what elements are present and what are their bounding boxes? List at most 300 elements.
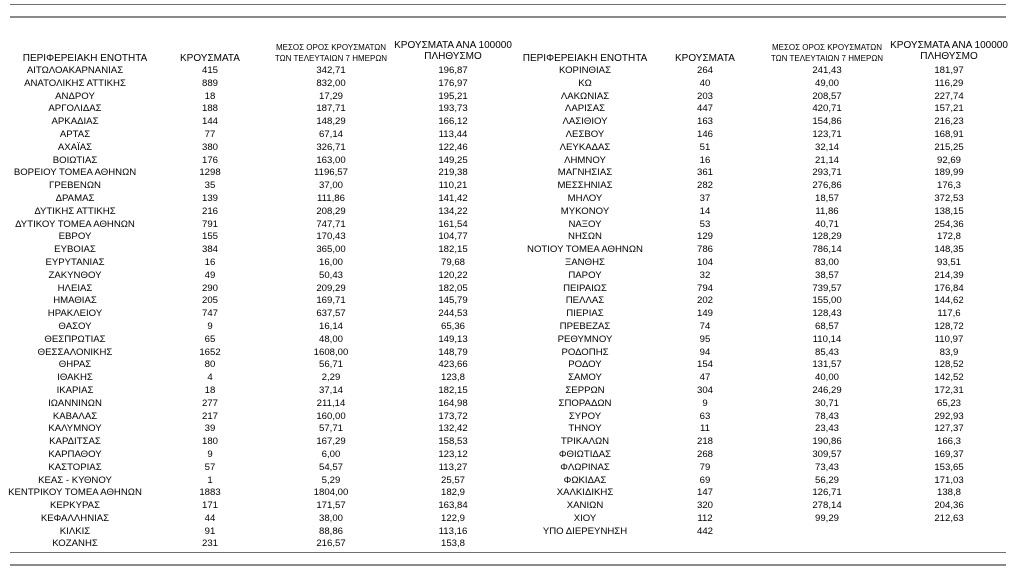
avg-cell: 67,14 (318, 128, 343, 140)
per-100k-cell: 161,54 (438, 218, 468, 230)
cases-cell: 231 (201, 538, 218, 550)
cases-cell: 202 (696, 295, 713, 307)
cases-cell: 32 (699, 269, 711, 281)
cases-cell: 16 (204, 256, 216, 268)
avg-cell: 49,00 (814, 77, 839, 89)
avg-cell: 30,71 (814, 397, 839, 409)
per-100k-cell: 219,38 (438, 167, 468, 179)
avg-cell: 73,43 (814, 461, 839, 473)
region-cell: ΣΕΡΡΩΝ (565, 384, 605, 396)
avg-cell: 637,57 (316, 308, 346, 320)
avg-cell: 170,43 (316, 231, 346, 243)
avg-cell: 154,86 (812, 116, 842, 128)
cases-cell: 1883 (199, 487, 221, 499)
per-100k-cell: 195,21 (438, 90, 468, 102)
cases-cell: 18 (204, 384, 216, 396)
region-cell: ΛΕΣΒΟΥ (565, 128, 605, 140)
region-cell: ΣΠΟΡΑΔΩΝ (558, 397, 612, 409)
region-cell: ΦΘΙΩΤΙΔΑΣ (558, 448, 612, 460)
cases-cell: 65 (204, 333, 216, 345)
avg-cell: 208,57 (812, 90, 842, 102)
region-cell: ΙΩΑΝΝΙΝΩΝ (48, 397, 102, 409)
region-cell: ΜΕΣΣΗΝΙΑΣ (557, 180, 613, 192)
cases-cell: 104 (696, 256, 713, 268)
avg-cell: 38,57 (814, 269, 839, 281)
per-100k-cell: 127,37 (934, 423, 964, 435)
avg-cell: 420,71 (812, 103, 842, 115)
region-cell: ΧΑΝΙΩΝ (566, 500, 604, 512)
avg-cell: 309,57 (812, 448, 842, 460)
per-100k-cell: 182,15 (438, 384, 468, 396)
per-100k-cell: 172,31 (934, 384, 964, 396)
region-cell: ΚΑΡΔΙΤΣΑΣ (49, 436, 101, 448)
region-cell: ΜΑΓΝΗΣΙΑΣ (557, 167, 613, 179)
per-100k-cell: 113,16 (438, 525, 468, 537)
region-cell: ΚΑΛΥΜΝΟΥ (48, 423, 102, 435)
cases-cell: 304 (696, 384, 713, 396)
avg-cell: 187,71 (316, 103, 346, 115)
per-100k-cell: 254,36 (934, 218, 964, 230)
region-cell: ΚΟΖΑΝΗΣ (52, 538, 98, 550)
region-cell: ΤΗΝΟΥ (568, 423, 602, 435)
avg-cell: 241,43 (812, 65, 842, 76)
per-100k-cell: 138,15 (934, 205, 964, 217)
per-100k-cell: 176,3 (936, 180, 961, 192)
avg-cell: 110,14 (812, 333, 842, 345)
avg-cell: 208,29 (316, 205, 346, 217)
cases-cell: 63 (699, 410, 711, 422)
cases-cell: 290 (201, 282, 218, 294)
per-100k-cell: 110,97 (934, 333, 964, 345)
top-rule-upper (10, 4, 1006, 5)
region-cell: ΡΟΔΟΠΗΣ (561, 346, 609, 358)
region-cell: ΓΡΕΒΕΝΩΝ (49, 180, 101, 192)
region-cell: ΝΗΣΩΝ (568, 231, 602, 243)
header-avg-7-days (761, 42, 893, 64)
cases-cell: 268 (696, 448, 713, 460)
region-cell: ΦΩΚΙΔΑΣ (563, 474, 607, 486)
cases-cell: 282 (696, 180, 713, 192)
avg-cell: 832,00 (316, 77, 346, 89)
region-cell: ΕΥΒΟΙΑΣ (54, 244, 96, 256)
region-cell: ΕΥΡΥΤΑΝΙΑΣ (45, 256, 105, 268)
per-100k-cell: 120,22 (438, 269, 468, 281)
cases-cell: 794 (696, 282, 713, 294)
per-100k-cell: 214,39 (934, 269, 964, 281)
per-100k-cell: 92,69 (936, 154, 961, 166)
header-avg-line2: ΤΩΝ ΤΕΛΕΥΤΑΙΩΝ 7 ΗΜΕΡΩΝ (770, 54, 884, 63)
avg-cell: 23,43 (814, 423, 839, 435)
cases-cell: 188 (201, 103, 218, 115)
per-100k-cell: 292,93 (934, 410, 964, 422)
avg-cell: 739,57 (812, 282, 842, 294)
avg-cell: 246,29 (812, 384, 842, 396)
cases-cell: 37 (699, 192, 711, 204)
per-100k-cell: 204,36 (934, 500, 964, 512)
per-100k-cell: 171,03 (934, 474, 964, 486)
cases-cell: 380 (201, 141, 218, 153)
region-cell: ΛΗΜΝΟΥ (564, 154, 606, 166)
per-100k-cell: 182,05 (438, 282, 468, 294)
avg-cell: 278,14 (812, 500, 842, 512)
cases-cell: 9 (207, 320, 213, 332)
per-100k-cell: 117,6 (937, 308, 961, 320)
cases-cell: 384 (201, 244, 218, 256)
cases-cell: 163 (696, 116, 713, 128)
header-cases: ΚΡΟΥΣΜΑΤΑ (180, 53, 240, 64)
per-100k-cell: 166,3 (936, 436, 961, 448)
cases-cell: 361 (696, 167, 713, 179)
cases-cell: 18 (204, 90, 216, 102)
per-100k-cell: 176,84 (934, 282, 964, 294)
avg-cell: 37,14 (318, 384, 343, 396)
avg-cell: 16,14 (318, 320, 343, 332)
region-cell: ΠΕΛΛΑΣ (565, 295, 605, 307)
region-cell: ΙΚΑΡΙΑΣ (56, 384, 94, 396)
header-per-100k-line1: ΚΡΟΥΣΜΑΤΑ ΑΝΑ 100000 (890, 40, 1008, 51)
avg-cell: 342,71 (316, 65, 346, 76)
per-100k-cell: 132,42 (438, 423, 468, 435)
cases-cell: 144 (201, 116, 218, 128)
per-100k-cell: 372,53 (934, 192, 964, 204)
avg-cell: 54,57 (318, 461, 343, 473)
region-cell: ΛΑΣΙΘΙΟΥ (562, 116, 608, 128)
region-cell: ΛΑΡΙΣΑΣ (564, 103, 606, 115)
cases-cell: 180 (201, 436, 218, 448)
per-100k-cell: 141,42 (438, 192, 468, 204)
region-cell: ΝΑΞΟΥ (568, 218, 602, 230)
cases-cell: 80 (204, 359, 216, 371)
per-100k-cell: 196,87 (438, 65, 468, 76)
avg-cell: 32,14 (814, 141, 839, 153)
region-cell: ΚΕΝΤΡΙΚΟΥ ΤΟΜΕΑ ΑΘΗΝΩΝ (8, 487, 142, 499)
bottom-rule-upper (10, 552, 1006, 553)
region-cell: ΚΑΣΤΟΡΙΑΣ (48, 461, 102, 473)
per-100k-cell: 189,99 (934, 167, 964, 179)
cases-cell: 47 (699, 372, 711, 384)
per-100k-cell: 182,15 (438, 244, 468, 256)
region-cell: ΔΥΤΙΚΗΣ ΑΤΤΙΚΗΣ (34, 205, 116, 217)
cases-cell: 786 (696, 244, 713, 256)
cases-cell: 79 (699, 461, 711, 473)
cases-cell: 74 (699, 320, 711, 332)
region-cell: ΦΛΩΡΙΝΑΣ (560, 461, 610, 473)
bottom-rule-lower (10, 564, 1006, 566)
cases-cell: 447 (696, 103, 713, 115)
cases-cell: 171 (201, 500, 218, 512)
cases-cell: 9 (207, 448, 213, 460)
region-cell: ΘΕΣΣΑΛΟΝΙΚΗΣ (37, 346, 113, 358)
avg-cell: 128,43 (812, 308, 842, 320)
header-per-100k (886, 40, 1012, 62)
avg-cell: 48,00 (318, 333, 343, 345)
per-100k-cell: 122,9 (440, 512, 465, 524)
avg-cell: 40,71 (814, 218, 839, 230)
region-cell: ΡΕΘΥΜΝΟΥ (557, 333, 613, 345)
per-100k-cell: 116,29 (934, 77, 964, 89)
avg-cell: 11,86 (815, 205, 839, 217)
cases-cell: 442 (696, 525, 713, 537)
avg-cell: 190,86 (812, 436, 842, 448)
per-100k-cell: 193,73 (438, 103, 468, 115)
cases-cell: 218 (696, 436, 713, 448)
avg-cell: 6,00 (321, 448, 341, 460)
avg-cell: 5,29 (321, 474, 341, 486)
avg-cell: 57,71 (318, 423, 343, 435)
avg-cell: 131,57 (812, 359, 842, 371)
cases-cell: 51 (699, 141, 711, 153)
cases-cell: 1 (207, 474, 213, 486)
region-cell: ΘΕΣΠΡΩΤΙΑΣ (44, 333, 106, 345)
region-cell: ΠΕΙΡΑΙΩΣ (563, 282, 607, 294)
avg-cell: 16,00 (318, 256, 343, 268)
avg-cell: 169,71 (316, 295, 346, 307)
cases-cell: 203 (696, 90, 713, 102)
per-100k-cell: 113,27 (438, 461, 468, 473)
cases-cell: 1652 (199, 346, 221, 358)
avg-cell: 40,00 (814, 372, 839, 384)
avg-cell: 148,29 (316, 116, 346, 128)
per-100k-cell: 93,51 (936, 256, 961, 268)
region-cell: ΠΙΕΡΙΑΣ (566, 308, 604, 320)
region-cell: ΣΥΡΟΥ (568, 410, 602, 422)
region-cell: ΚΟΡΙΝΘΙΑΣ (558, 65, 612, 76)
region-cell: ΑΝΔΡΟΥ (55, 90, 95, 102)
region-cell: ΥΠΟ ΔΙΕΡΕΥΝΗΣΗ (542, 525, 628, 537)
header-avg-line1: ΜΕΣΟΣ ΟΡΟΣ ΚΡΟΥΣΜΑΤΩΝ (771, 43, 883, 52)
per-100k-cell: 244,53 (438, 308, 468, 320)
avg-cell: 18,57 (814, 192, 839, 204)
right-table (505, 40, 1010, 552)
header-avg-line2: ΤΩΝ ΤΕΛΕΥΤΑΙΩΝ 7 ΗΜΕΡΩΝ (274, 54, 388, 63)
header-per-100k-line1: ΚΡΟΥΣΜΑΤΑ ΑΝΑ 100000 (394, 40, 512, 51)
avg-cell: 211,14 (316, 397, 346, 409)
region-cell: ΒΟΙΩΤΙΑΣ (52, 154, 98, 166)
region-cell: ΘΑΣΟΥ (58, 320, 92, 332)
per-100k-cell: 128,52 (934, 359, 964, 371)
region-cell: ΗΛΕΙΑΣ (57, 282, 93, 294)
cases-cell: 149 (696, 308, 713, 320)
avg-cell: 78,43 (814, 410, 839, 422)
region-cell: ΜΗΛΟΥ (567, 192, 603, 204)
avg-cell: 1196,57 (314, 167, 348, 179)
per-100k-cell: 123,12 (438, 448, 468, 460)
region-cell: ΠΡΕΒΕΖΑΣ (559, 320, 611, 332)
per-100k-cell: 83,9 (939, 346, 959, 358)
cases-cell: 35 (204, 180, 216, 192)
region-cell: ΚΕΦΑΛΛΗΝΙΑΣ (40, 512, 110, 524)
top-rule-lower (10, 16, 1006, 18)
region-cell: ΡΟΔΟΥ (568, 359, 602, 371)
avg-cell: 38,00 (318, 512, 343, 524)
avg-cell: 293,71 (812, 167, 842, 179)
header-region: ΠΕΡΙΦΕΡΕΙΑΚΗ ΕΝΟΤΗΤΑ (22, 53, 148, 64)
region-cell: ΧΙΟΥ (573, 512, 597, 524)
per-100k-cell: 169,37 (934, 448, 964, 460)
region-cell: ΑΝΑΤΟΛΙΚΗΣ ΑΤΤΙΚΗΣ (24, 77, 126, 89)
avg-cell: 37,00 (318, 180, 343, 192)
per-100k-cell: 181,97 (934, 65, 964, 76)
avg-cell: 216,57 (316, 538, 346, 550)
per-100k-cell: 163,84 (438, 500, 468, 512)
avg-cell: 276,86 (812, 180, 842, 192)
header-per-100k (393, 40, 513, 62)
region-cell: ΒΟΡΕΙΟΥ ΤΟΜΕΑ ΑΘΗΝΩΝ (13, 167, 137, 179)
cases-cell: 147 (696, 487, 713, 499)
region-cell: ΜΥΚΟΝΟΥ (560, 205, 610, 217)
avg-cell: 365,00 (316, 244, 346, 256)
region-cell: ΖΑΚΥΝΘΟΥ (48, 269, 102, 281)
avg-cell: 56,29 (814, 474, 839, 486)
avg-cell: 128,29 (812, 231, 842, 243)
per-100k-cell: 158,53 (438, 436, 468, 448)
region-cell: ΚΕΑΣ - ΚΥΘΝΟΥ (38, 474, 112, 486)
per-100k-cell: 138,8 (936, 487, 961, 499)
region-cell: ΑΡΓΟΛΙΔΑΣ (48, 103, 102, 115)
region-cell: ΗΜΑΘΙΑΣ (53, 295, 97, 307)
region-cell: ΗΡΑΚΛΕΙΟΥ (47, 308, 103, 320)
region-cell: ΑΡΤΑΣ (59, 128, 91, 140)
per-100k-cell: 25,57 (440, 474, 465, 486)
cases-cell: 155 (201, 231, 218, 243)
cases-cell: 4 (207, 372, 213, 384)
region-cell: ΑΡΚΑΔΙΑΣ (51, 116, 99, 128)
avg-cell: 123,71 (812, 128, 842, 140)
cases-cell: 129 (696, 231, 713, 243)
avg-cell: 171,57 (316, 500, 346, 512)
region-cell: ΛΕΥΚΑΔΑΣ (559, 141, 611, 153)
region-cell: ΠΑΡΟΥ (568, 269, 602, 281)
avg-cell: 50,43 (318, 269, 343, 281)
per-100k-cell: 176,97 (438, 77, 468, 89)
cases-cell: 747 (201, 308, 218, 320)
per-100k-cell: 149,25 (438, 154, 468, 166)
per-100k-cell: 164,98 (438, 397, 468, 409)
per-100k-cell: 104,77 (438, 231, 468, 243)
per-100k-cell: 110,21 (438, 180, 468, 192)
per-100k-cell: 148,79 (438, 346, 468, 358)
region-cell: ΑΧΑΪΑΣ (57, 141, 93, 153)
region-cell: ΞΑΝΘΗΣ (565, 256, 605, 268)
header-region: ΠΕΡΙΦΕΡΕΙΑΚΗ ΕΝΟΤΗΤΑ (522, 53, 648, 64)
cases-cell: 139 (201, 192, 218, 204)
cases-cell: 77 (204, 128, 216, 140)
per-100k-cell: 79,68 (440, 256, 465, 268)
per-100k-cell: 153,8 (440, 538, 465, 550)
avg-cell: 56,71 (318, 359, 343, 371)
region-cell: ΔΡΑΜΑΣ (55, 192, 95, 204)
cases-cell: 16 (699, 154, 711, 166)
avg-cell: 99,29 (814, 512, 839, 524)
per-100k-cell: 172,8 (936, 231, 961, 243)
per-100k-cell: 423,66 (438, 359, 468, 371)
avg-cell: 160,00 (316, 410, 346, 422)
avg-cell: 786,14 (812, 244, 842, 256)
per-100k-cell: 113,44 (438, 128, 468, 140)
per-100k-cell: 216,23 (934, 116, 964, 128)
avg-cell: 209,29 (316, 282, 346, 294)
region-cell: ΚΑΒΑΛΑΣ (52, 410, 98, 422)
cases-cell: 11 (700, 423, 710, 435)
region-cell: ΕΒΡΟΥ (58, 231, 92, 243)
cases-cell: 40 (699, 77, 711, 89)
cases-cell: 889 (201, 77, 218, 89)
region-cell: ΚΑΡΠΑΘΟΥ (48, 448, 102, 460)
per-100k-cell: 142,52 (934, 372, 964, 384)
header-avg-7-days (270, 42, 392, 64)
region-cell: ΑΙΤΩΛΟΑΚΑΡΝΑΝΙΑΣ (26, 65, 124, 76)
per-100k-cell: 123,8 (440, 372, 465, 384)
region-cell: ΚΕΡΚΥΡΑΣ (49, 500, 100, 512)
per-100k-cell: 145,79 (438, 295, 468, 307)
region-cell: ΣΑΜΟΥ (568, 372, 602, 384)
avg-cell: 111,86 (317, 192, 345, 204)
region-cell: ΝΟΤΙΟΥ ΤΟΜΕΑ ΑΘΗΝΩΝ (527, 244, 643, 256)
avg-cell: 17,29 (318, 90, 343, 102)
region-cell: ΧΑΛΚΙΔΙΚΗΣ (556, 487, 614, 499)
per-100k-cell: 148,35 (934, 244, 964, 256)
cases-cell: 216 (201, 205, 218, 217)
region-cell: ΚΙΛΚΙΣ (59, 525, 91, 537)
per-100k-cell: 182,9 (440, 487, 465, 499)
cases-cell: 146 (696, 128, 713, 140)
region-cell: ΤΡΙΚΑΛΩΝ (560, 436, 610, 448)
header-avg-line1: ΜΕΣΟΣ ΟΡΟΣ ΚΡΟΥΣΜΑΤΩΝ (275, 43, 387, 52)
cases-cell: 217 (201, 410, 218, 422)
cases-cell: 277 (201, 397, 218, 409)
per-100k-cell: 128,72 (934, 320, 964, 332)
per-100k-cell: 153,65 (934, 461, 964, 473)
per-100k-cell: 144,62 (934, 295, 964, 307)
avg-cell: 68,57 (814, 320, 839, 332)
cases-cell: 320 (696, 500, 713, 512)
per-100k-cell: 166,12 (438, 116, 468, 128)
cases-cell: 264 (696, 65, 713, 76)
avg-cell: 167,29 (316, 436, 346, 448)
region-cell: ΛΑΚΩΝΙΑΣ (560, 90, 610, 102)
cases-cell: 69 (699, 474, 711, 486)
avg-cell: 1804,00 (313, 487, 349, 499)
per-100k-cell: 134,22 (438, 205, 468, 217)
cases-cell: 791 (201, 218, 218, 230)
header-per-100k-line2: ΠΛΗΘΥΣΜΟ (920, 51, 978, 62)
per-100k-cell: 168,91 (934, 128, 964, 140)
cases-cell: 53 (699, 218, 711, 230)
avg-cell: 1608,00 (313, 346, 349, 358)
cases-cell: 44 (204, 512, 216, 524)
header-per-100k-line2: ΠΛΗΘΥΣΜΟ (424, 51, 482, 62)
avg-cell: 83,00 (814, 256, 839, 268)
per-100k-cell: 149,13 (438, 333, 468, 345)
cases-cell: 154 (696, 359, 713, 371)
avg-cell: 163,00 (316, 154, 346, 166)
cases-cell: 49 (204, 269, 216, 281)
cases-cell: 1298 (199, 167, 221, 179)
cases-cell: 57 (204, 461, 216, 473)
per-100k-cell: 157,21 (934, 103, 964, 115)
avg-cell: 747,71 (316, 218, 346, 230)
per-100k-cell: 65,36 (440, 320, 465, 332)
cases-cell: 94 (699, 346, 711, 358)
per-100k-cell: 227,74 (934, 90, 964, 102)
avg-cell: 155,00 (812, 295, 842, 307)
cases-cell: 112 (697, 512, 713, 524)
avg-cell: 88,86 (318, 525, 343, 537)
avg-cell: 85,43 (814, 346, 839, 358)
cases-cell: 14 (699, 205, 711, 217)
per-100k-cell: 122,46 (438, 141, 468, 153)
cases-cell: 205 (201, 295, 218, 307)
